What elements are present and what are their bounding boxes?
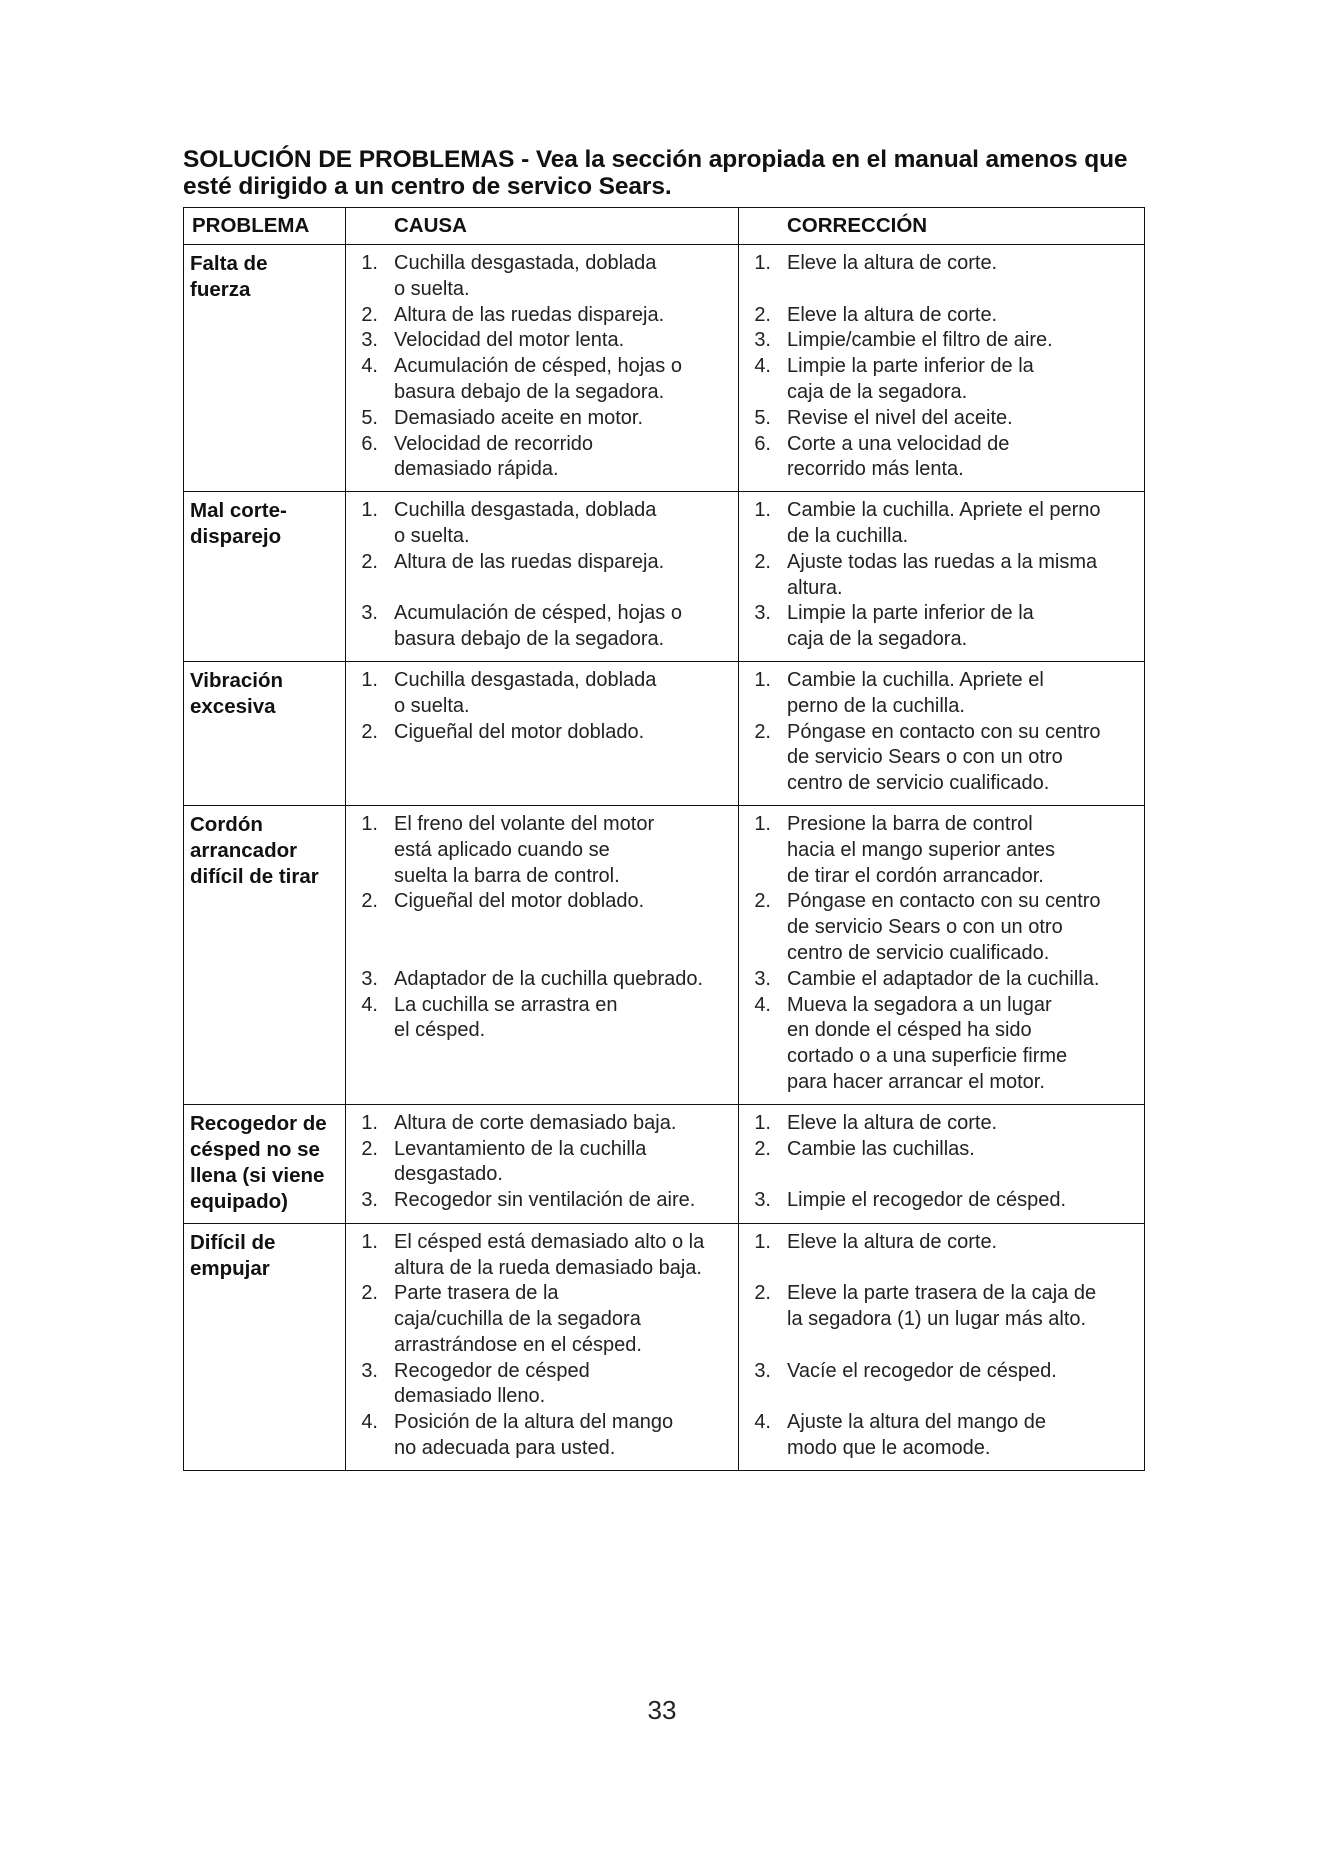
correction-text-line: Póngase en contacto con su centro bbox=[787, 890, 1101, 913]
correction-text-line: centro de servicio cualificado. bbox=[787, 772, 1050, 795]
cause-item bbox=[346, 1230, 738, 1282]
cause-text-line: no adecuada para usted. bbox=[394, 1437, 616, 1460]
correction-item bbox=[739, 967, 1144, 993]
title-line-1: SOLUCIÓN DE PROBLEMAS - Vea la sección apropiada en el manual amenos que bbox=[183, 146, 1128, 173]
correction-item bbox=[739, 328, 1144, 354]
cause-text-line: demasiado rápida. bbox=[394, 458, 559, 481]
correction-number: 2. bbox=[754, 550, 771, 573]
spacer bbox=[739, 1162, 1144, 1188]
cause-item bbox=[346, 1281, 738, 1358]
problem-label-line: Cordón bbox=[190, 812, 263, 836]
correction-number: 3. bbox=[754, 329, 771, 352]
correction-text bbox=[787, 601, 1144, 653]
cause-text bbox=[394, 1281, 738, 1358]
correction-item bbox=[739, 251, 1144, 277]
problem-label-line: fuerza bbox=[190, 278, 251, 301]
page-number: 33 bbox=[647, 1695, 677, 1725]
cause-text bbox=[394, 889, 738, 915]
problem-label-line: difícil de tirar bbox=[190, 864, 319, 888]
correction-text-line: de tirar el cordón arrancador. bbox=[787, 864, 1044, 887]
cause-text-line: Cigueñal del motor doblado. bbox=[394, 890, 645, 913]
troubleshooting-table bbox=[183, 207, 1145, 1471]
cause-text-line: Adaptador de la cuchilla quebrado. bbox=[394, 967, 704, 990]
cause-text bbox=[394, 432, 738, 484]
cause-text-line: Cuchilla desgastada, doblada bbox=[394, 252, 657, 274]
cause-text-line: está aplicado cuando se bbox=[394, 838, 610, 861]
correction-text-line: Cambie la cuchilla. Apriete el perno bbox=[787, 499, 1101, 522]
cause-number: 3. bbox=[361, 329, 378, 352]
spacer bbox=[739, 1333, 1144, 1359]
problem-label-line: equipado) bbox=[190, 1189, 288, 1213]
cause-text-line: basura debajo de la segadora. bbox=[394, 628, 665, 651]
cause-text bbox=[394, 1111, 738, 1137]
correction-text bbox=[787, 328, 1144, 354]
correction-text-line: la segadora (1) un lugar más alto. bbox=[787, 1308, 1087, 1331]
correction-text-line: Eleve la altura de corte. bbox=[787, 252, 998, 274]
cause-item bbox=[346, 993, 738, 1045]
cause-number: 1. bbox=[361, 499, 378, 522]
correction-text-line: Cambie las cuchillas. bbox=[787, 1137, 975, 1160]
cause-text-line: el césped. bbox=[394, 1019, 486, 1042]
table-row bbox=[184, 492, 1145, 662]
correction-item bbox=[739, 812, 1144, 889]
correction-number: 5. bbox=[754, 406, 771, 429]
cause-item bbox=[346, 601, 738, 653]
correction-number: 1. bbox=[754, 812, 771, 835]
cause-number: 4. bbox=[361, 993, 378, 1016]
spacer bbox=[346, 915, 738, 941]
problem-label-line: excesiva bbox=[190, 694, 276, 718]
table-row bbox=[184, 1223, 1145, 1470]
correction-text-line: Ajuste la altura del mango de bbox=[787, 1411, 1047, 1434]
cause-number: 1. bbox=[361, 812, 378, 835]
cause-number: 1. bbox=[361, 1230, 378, 1253]
correction-item bbox=[739, 1111, 1144, 1137]
cause-text-line: suelta la barra de control. bbox=[394, 864, 620, 887]
correction-number: 1. bbox=[754, 1230, 771, 1253]
cause-text bbox=[394, 1410, 738, 1462]
cause-cell bbox=[346, 805, 739, 1104]
correction-text-line: Póngase en contacto con su centro bbox=[787, 720, 1101, 743]
cause-text-line: Acumulación de césped, hojas o bbox=[394, 602, 682, 625]
correction-text bbox=[787, 1188, 1144, 1214]
correction-text-line: hacia el mango superior antes bbox=[787, 838, 1055, 861]
title-line-2: esté dirigido a un centro de servico Sears. bbox=[183, 173, 672, 200]
correction-text-line: perno de la cuchilla. bbox=[787, 694, 965, 717]
correction-text-line: Revise el nivel del aceite. bbox=[787, 406, 1013, 429]
cause-text-line: Levantamiento de la cuchilla bbox=[394, 1137, 647, 1160]
cause-cell bbox=[346, 492, 739, 662]
correction-item bbox=[739, 889, 1144, 966]
correction-text bbox=[787, 668, 1144, 720]
correction-text-line: Vacíe el recogedor de césped. bbox=[787, 1359, 1057, 1382]
cause-text bbox=[394, 406, 738, 432]
correction-text bbox=[787, 550, 1144, 602]
correction-text-line: caja de la segadora. bbox=[787, 628, 968, 651]
correction-text-line: centro de servicio cualificado. bbox=[787, 941, 1050, 964]
cause-item bbox=[346, 498, 738, 550]
correction-number: 4. bbox=[754, 993, 771, 1016]
cause-item bbox=[346, 1137, 738, 1189]
correction-text-line: cortado o a una superficie firme bbox=[787, 1045, 1068, 1068]
correction-number: 1. bbox=[754, 252, 771, 274]
cause-text-line: Recogedor sin ventilación de aire. bbox=[394, 1189, 696, 1212]
correction-item bbox=[739, 550, 1144, 602]
header-problem: PROBLEMA bbox=[184, 208, 346, 245]
correction-number: 2. bbox=[754, 1282, 771, 1305]
correction-text-line: Limpie/cambie el filtro de aire. bbox=[787, 329, 1053, 352]
cause-text-line: Altura de corte demasiado baja. bbox=[394, 1111, 677, 1134]
correction-item bbox=[739, 1410, 1144, 1462]
correction-text bbox=[787, 498, 1144, 550]
correction-text bbox=[787, 1281, 1144, 1333]
correction-number: 2. bbox=[754, 1137, 771, 1160]
correction-item bbox=[739, 498, 1144, 550]
problem-label-line: arrancador bbox=[190, 838, 298, 862]
correction-text-line: caja de la segadora. bbox=[787, 380, 968, 403]
cause-text-line: Cigueñal del motor doblado. bbox=[394, 720, 645, 743]
cause-number: 3. bbox=[361, 1359, 378, 1382]
correction-text bbox=[787, 1359, 1144, 1385]
correction-text-line: de servicio Sears o con un otro bbox=[787, 746, 1063, 769]
cause-text-line: Posición de la altura del mango bbox=[394, 1411, 674, 1434]
cause-number: 3. bbox=[361, 602, 378, 625]
cause-item bbox=[346, 720, 738, 746]
correction-text-line: Eleve la altura de corte. bbox=[787, 1111, 998, 1134]
correction-text-line: Limpie la parte inferior de la bbox=[787, 355, 1034, 378]
correction-text bbox=[787, 354, 1144, 406]
problem-label-line: disparejo bbox=[190, 525, 282, 549]
cause-number: 3. bbox=[361, 967, 378, 990]
correction-text-line: Eleve la parte trasera de la caja de bbox=[787, 1282, 1097, 1305]
correction-number: 2. bbox=[754, 303, 771, 326]
correction-cell bbox=[739, 661, 1145, 805]
problem-cell bbox=[184, 1104, 346, 1223]
correction-text bbox=[787, 406, 1144, 432]
cause-text-line: El freno del volante del motor bbox=[394, 812, 655, 835]
correction-number: 1. bbox=[754, 1111, 771, 1134]
cause-item bbox=[346, 1188, 738, 1214]
correction-cell bbox=[739, 1104, 1145, 1223]
correction-text bbox=[787, 1111, 1144, 1137]
page-title bbox=[183, 146, 1143, 200]
correction-text-line: Corte a una velocidad de bbox=[787, 432, 1010, 455]
correction-number: 2. bbox=[754, 720, 771, 743]
correction-item bbox=[739, 601, 1144, 653]
correction-text-line: Ajuste todas las ruedas a la misma bbox=[787, 550, 1098, 573]
correction-text bbox=[787, 1137, 1144, 1163]
cause-number: 2. bbox=[361, 550, 378, 573]
cause-text-line: Recogedor de césped bbox=[394, 1359, 590, 1382]
cause-text bbox=[394, 328, 738, 354]
cause-number: 4. bbox=[361, 355, 378, 378]
cause-number: 5. bbox=[361, 406, 378, 429]
correction-cell bbox=[739, 805, 1145, 1104]
cause-item bbox=[346, 328, 738, 354]
cause-item bbox=[346, 406, 738, 432]
correction-cell bbox=[739, 492, 1145, 662]
problem-label-line: Recogedor de bbox=[190, 1111, 327, 1135]
correction-text bbox=[787, 993, 1144, 1096]
correction-text-line: de la cuchilla. bbox=[787, 524, 909, 547]
problem-label-line: Mal corte- bbox=[190, 499, 287, 523]
problem-label-line: césped no se bbox=[190, 1137, 320, 1161]
correction-number: 1. bbox=[754, 499, 771, 522]
cause-number: 1. bbox=[361, 1111, 378, 1134]
cause-text bbox=[394, 498, 738, 550]
cause-number: 6. bbox=[361, 432, 378, 455]
correction-text-line: en donde el césped ha sido bbox=[787, 1019, 1032, 1042]
cause-item bbox=[346, 303, 738, 329]
correction-item bbox=[739, 720, 1144, 797]
cause-text-line: arrastrándose en el césped. bbox=[394, 1333, 642, 1356]
correction-text-line: Cambie la cuchilla. Apriete el bbox=[787, 668, 1044, 691]
correction-text bbox=[787, 720, 1144, 797]
cause-text-line: Cuchilla desgastada, doblada bbox=[394, 499, 657, 522]
table-row bbox=[184, 245, 1145, 492]
cause-number: 2. bbox=[361, 303, 378, 326]
correction-number: 2. bbox=[754, 890, 771, 913]
cause-text-line: caja/cuchilla de la segadora bbox=[394, 1308, 641, 1331]
cause-item bbox=[346, 967, 738, 993]
cause-item bbox=[346, 1111, 738, 1137]
correction-number: 3. bbox=[754, 967, 771, 990]
correction-text-line: para hacer arrancar el motor. bbox=[787, 1070, 1045, 1093]
cause-cell bbox=[346, 661, 739, 805]
cause-text bbox=[394, 1359, 738, 1411]
cause-cell bbox=[346, 245, 739, 492]
correction-number: 4. bbox=[754, 1411, 771, 1434]
cause-text-line: o suelta. bbox=[394, 277, 470, 300]
correction-item bbox=[739, 354, 1144, 406]
correction-item bbox=[739, 432, 1144, 484]
correction-item bbox=[739, 1281, 1144, 1333]
cause-text-line: o suelta. bbox=[394, 524, 470, 547]
correction-text-line: de servicio Sears o con un otro bbox=[787, 916, 1063, 939]
cause-text-line: Velocidad de recorrido bbox=[394, 432, 594, 455]
cause-number: 3. bbox=[361, 1189, 378, 1212]
header-cause: CAUSA bbox=[346, 208, 739, 245]
cause-number: 4. bbox=[361, 1411, 378, 1434]
cause-cell bbox=[346, 1223, 739, 1470]
correction-text-line: Presione la barra de control bbox=[787, 812, 1033, 835]
cause-number: 1. bbox=[361, 668, 378, 691]
correction-cell bbox=[739, 245, 1145, 492]
correction-number: 3. bbox=[754, 1189, 771, 1212]
cause-text-line: Cuchilla desgastada, doblada bbox=[394, 668, 657, 691]
cause-item bbox=[346, 1359, 738, 1411]
cause-text-line: demasiado lleno. bbox=[394, 1385, 546, 1408]
spacer bbox=[739, 1256, 1144, 1282]
cause-text bbox=[394, 812, 738, 889]
cause-item bbox=[346, 668, 738, 720]
correction-text bbox=[787, 432, 1144, 484]
cause-cell bbox=[346, 1104, 739, 1223]
correction-item bbox=[739, 406, 1144, 432]
spacer bbox=[346, 576, 738, 602]
correction-text bbox=[787, 812, 1144, 889]
cause-text-line: altura de la rueda demasiado baja. bbox=[394, 1256, 702, 1279]
correction-text-line: Cambie el adaptador de la cuchilla. bbox=[787, 967, 1100, 990]
spacer bbox=[739, 1384, 1144, 1410]
cause-text-line: Demasiado aceite en motor. bbox=[394, 406, 644, 429]
spacer bbox=[346, 941, 738, 967]
correction-number: 6. bbox=[754, 432, 771, 455]
problem-cell bbox=[184, 492, 346, 662]
correction-number: 3. bbox=[754, 1359, 771, 1382]
correction-text-line: Limpie la parte inferior de la bbox=[787, 602, 1034, 625]
cause-text-line: basura debajo de la segadora. bbox=[394, 380, 665, 403]
correction-text bbox=[787, 1230, 1144, 1256]
cause-text bbox=[394, 967, 738, 993]
cause-text bbox=[394, 720, 738, 746]
cause-item bbox=[346, 550, 738, 576]
cause-text bbox=[394, 1230, 738, 1282]
cause-text-line: La cuchilla se arrastra en bbox=[394, 993, 618, 1016]
correction-number: 4. bbox=[754, 355, 771, 378]
cause-text-line: El césped está demasiado alto o la bbox=[394, 1230, 705, 1253]
cause-text-line: Parte trasera de la bbox=[394, 1282, 559, 1305]
cause-text-line: desgastado. bbox=[394, 1163, 503, 1186]
correction-text bbox=[787, 303, 1144, 329]
correction-number: 3. bbox=[754, 602, 771, 625]
cause-item bbox=[346, 354, 738, 406]
problem-label-line: llena (si viene bbox=[190, 1163, 325, 1187]
cause-text bbox=[394, 1188, 738, 1214]
cause-text bbox=[394, 993, 738, 1045]
correction-text-line: Eleve la altura de corte. bbox=[787, 1230, 998, 1253]
spacer bbox=[739, 277, 1144, 303]
cause-item bbox=[346, 889, 738, 915]
correction-text bbox=[787, 889, 1144, 966]
correction-item bbox=[739, 1230, 1144, 1256]
cause-number: 2. bbox=[361, 1137, 378, 1160]
table-row bbox=[184, 661, 1145, 805]
cause-text-line: Altura de las ruedas dispareja. bbox=[394, 550, 665, 573]
problem-cell bbox=[184, 661, 346, 805]
cause-item bbox=[346, 1410, 738, 1462]
problem-label-line: Vibración bbox=[190, 668, 284, 692]
cause-item bbox=[346, 251, 738, 303]
table-row bbox=[184, 1104, 1145, 1223]
correction-number: 1. bbox=[754, 668, 771, 691]
table-header-row bbox=[184, 208, 1145, 245]
correction-cell bbox=[739, 1223, 1145, 1470]
correction-text-line: recorrido más lenta. bbox=[787, 458, 964, 481]
cause-number: 2. bbox=[361, 1282, 378, 1305]
correction-text-line: Limpie el recogedor de césped. bbox=[787, 1189, 1067, 1212]
correction-item bbox=[739, 303, 1144, 329]
cause-number: 2. bbox=[361, 890, 378, 913]
correction-text bbox=[787, 967, 1144, 993]
cause-text-line: Altura de las ruedas dispareja. bbox=[394, 303, 665, 326]
correction-item bbox=[739, 993, 1144, 1096]
correction-item bbox=[739, 1188, 1144, 1214]
correction-text-line: altura. bbox=[787, 576, 843, 599]
cause-text-line: Velocidad del motor lenta. bbox=[394, 329, 625, 352]
correction-text bbox=[787, 251, 1144, 277]
correction-text bbox=[787, 1410, 1144, 1462]
cause-text bbox=[394, 601, 738, 653]
cause-text bbox=[394, 550, 738, 576]
cause-number: 1. bbox=[361, 252, 378, 274]
problem-cell bbox=[184, 245, 346, 492]
table-row bbox=[184, 805, 1145, 1104]
correction-item bbox=[739, 1359, 1144, 1385]
cause-text-line: Acumulación de césped, hojas o bbox=[394, 355, 682, 378]
problem-label-line: Falta de bbox=[190, 252, 268, 275]
problem-label-line: empujar bbox=[190, 1256, 270, 1280]
correction-item bbox=[739, 668, 1144, 720]
cause-item bbox=[346, 812, 738, 889]
problem-label-line: Difícil de bbox=[190, 1230, 276, 1254]
cause-text bbox=[394, 1137, 738, 1189]
cause-number: 2. bbox=[361, 720, 378, 743]
problem-cell bbox=[184, 1223, 346, 1470]
table-body bbox=[184, 245, 1145, 1471]
header-correction: CORRECCIÓN bbox=[739, 208, 1145, 245]
cause-text bbox=[394, 354, 738, 406]
correction-text-line: Mueva la segadora a un lugar bbox=[787, 993, 1052, 1016]
correction-text-line: modo que le acomode. bbox=[787, 1437, 991, 1460]
cause-item bbox=[346, 432, 738, 484]
correction-item bbox=[739, 1137, 1144, 1163]
correction-text-line: Eleve la altura de corte. bbox=[787, 303, 998, 326]
cause-text bbox=[394, 303, 738, 329]
cause-text bbox=[394, 251, 738, 303]
problem-cell bbox=[184, 805, 346, 1104]
cause-text bbox=[394, 668, 738, 720]
cause-text-line: o suelta. bbox=[394, 694, 470, 717]
